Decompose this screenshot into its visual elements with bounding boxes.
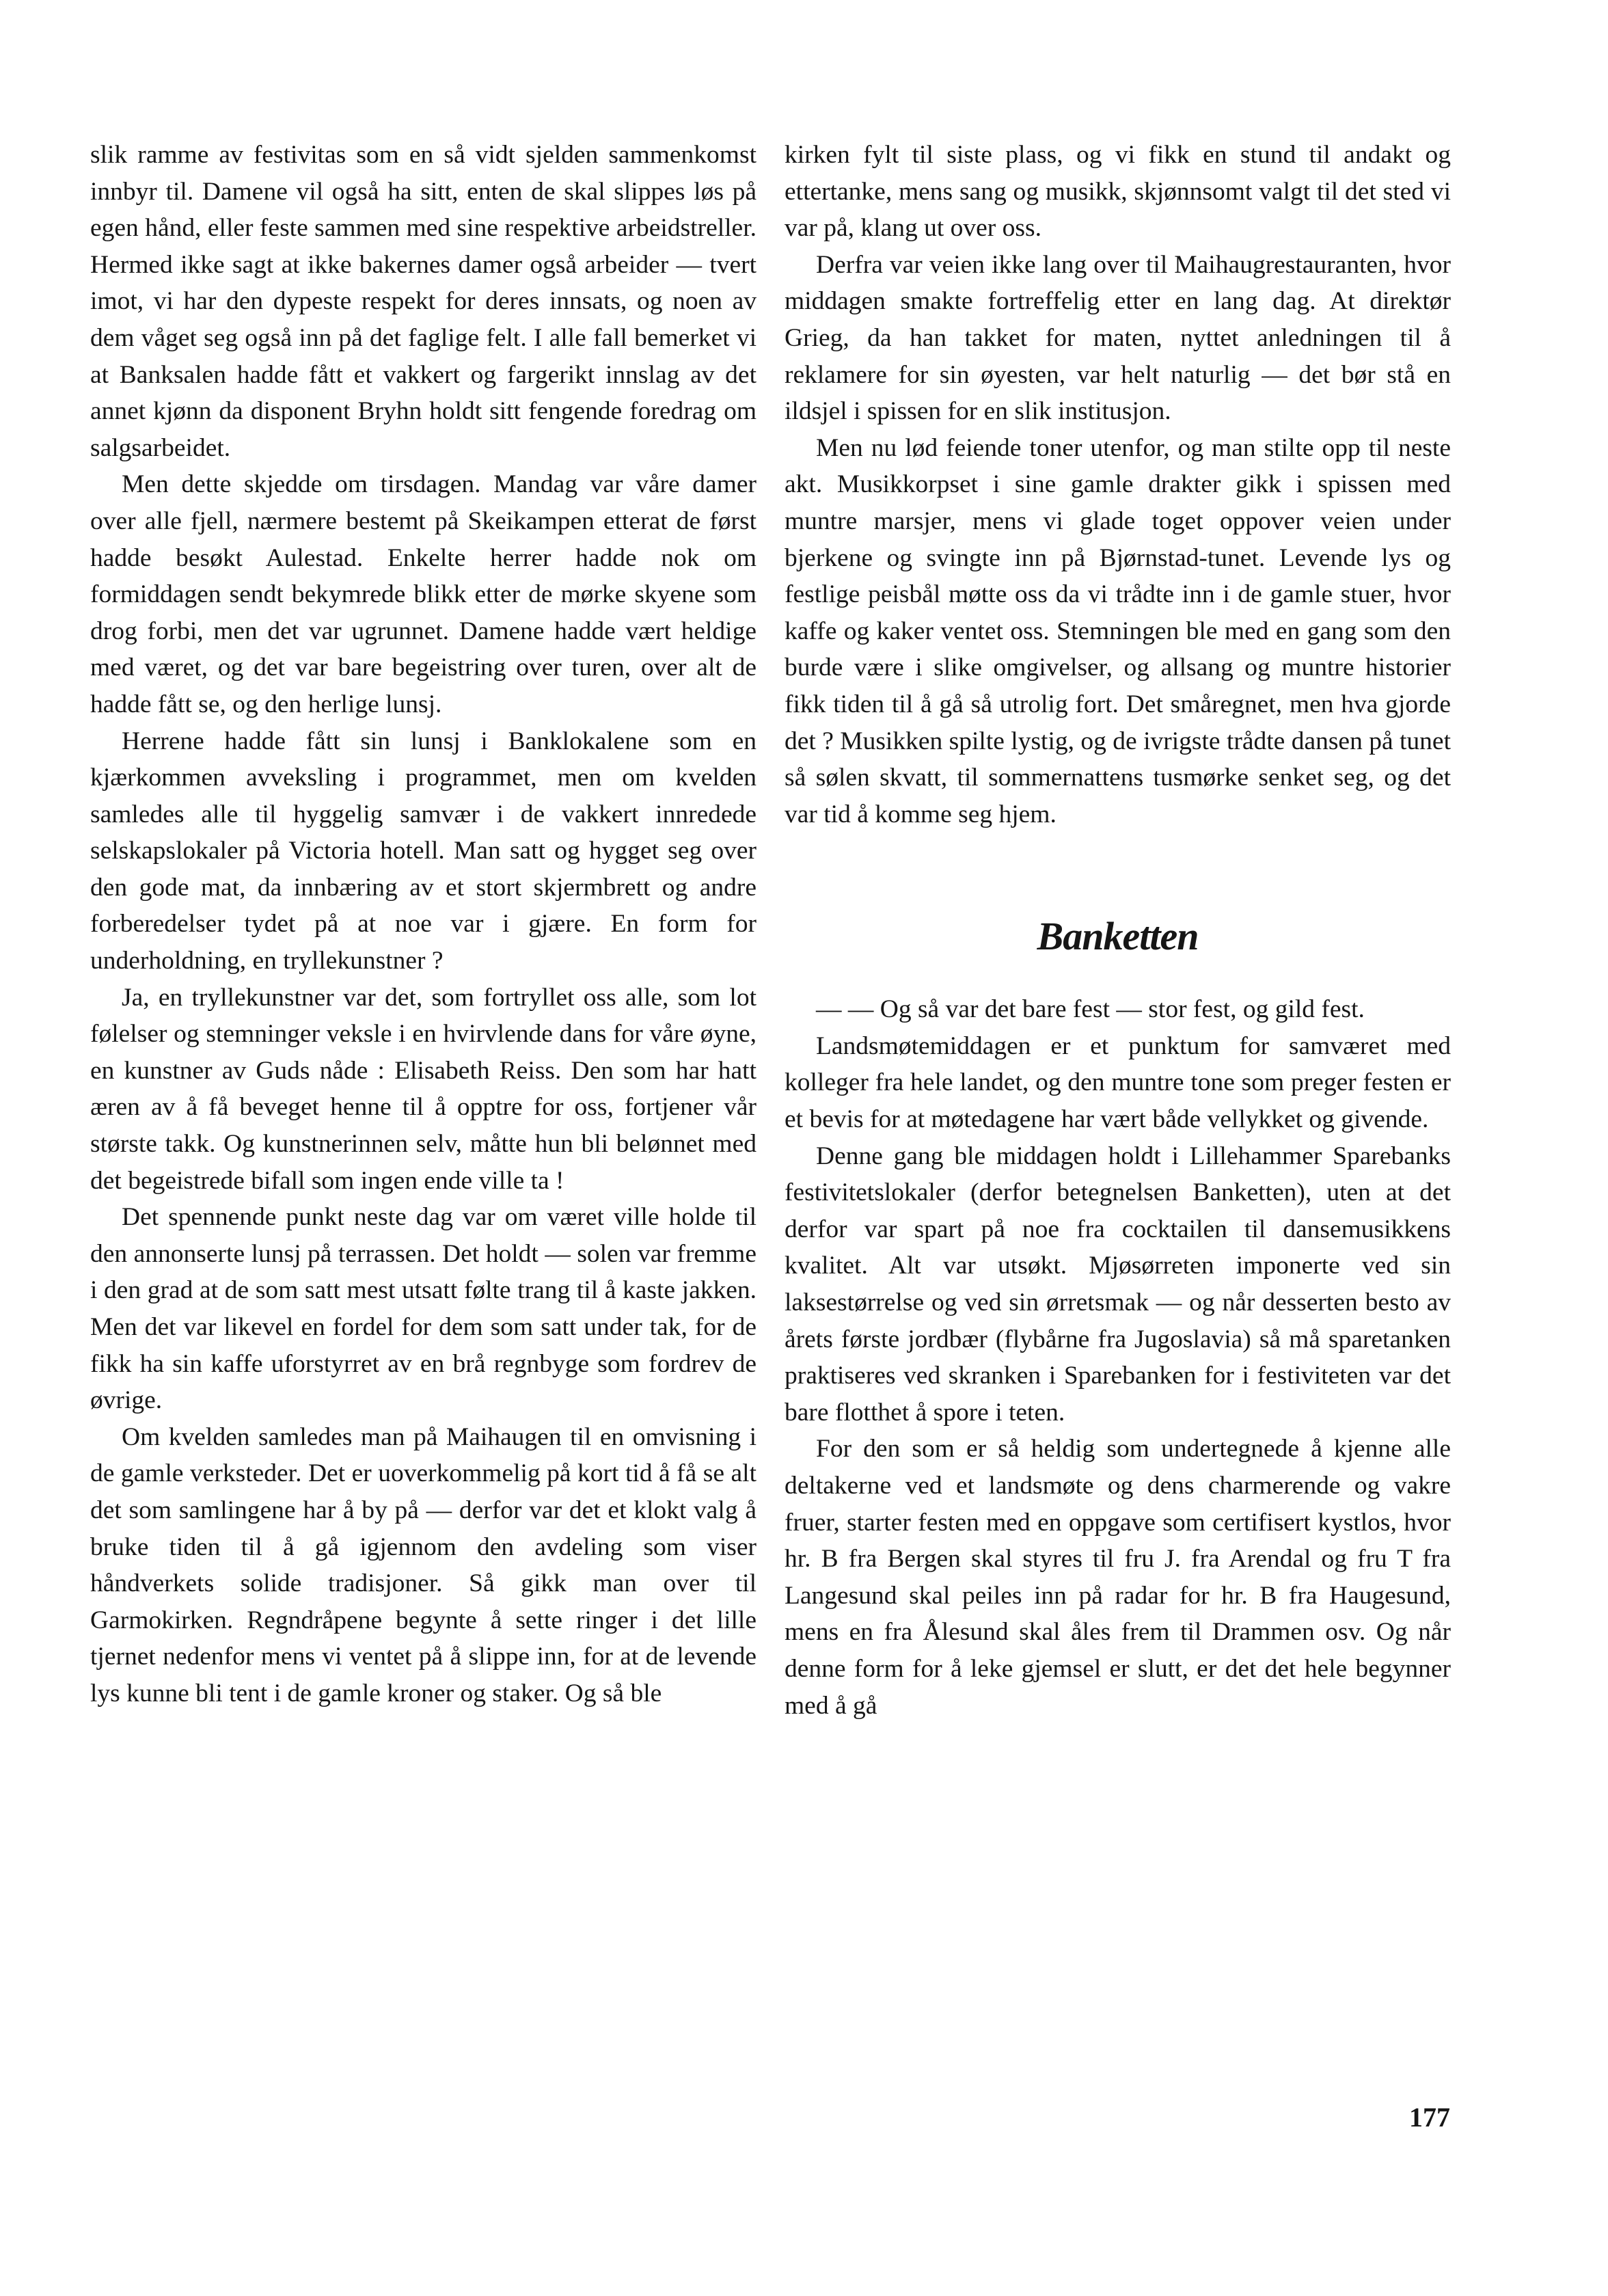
paragraph: slik ramme av festivitas som en så vidt sjelden sammenkomst innbyr til. Damene vil også ha sitt, enten de skal slippes løs på egen hånd, eller feste sammen med sine respektive arbeidstreller. Hermed ikke sagt at ikke bakernes damer også arbeider — tvert imot, vi har den dypeste respekt for deres innsats, og noen av dem våget seg også inn på det faglige felt. I alle fall bemerket vi at Banksalen hadde fått et vakkert og fargerikt innslag av det annet kjønn da disponent Bryhn holdt sitt fengende foredrag om salgsarbeidet.: [90, 141, 757, 462]
left-column: [90, 137, 757, 1712]
paragraph: Om kvelden samledes man på Maihaugen til en omvisning i de gamle verksteder. Det er uoverkommelig på kort tid å få se alt det som samlingene har å by på — derfor var det et klokt valg å bruke tiden til å gå igjennom den avdeling som viser håndverkets solide tradisjoner. Så gikk man over til Garmokirken. Regndråpene begynte å sette ringer i det lille tjernet nedenfor mens vi ventet på å slippe inn, for at de levende lys kunne bli tent i de gamle kroner og staker. Og så ble: [90, 1422, 757, 1707]
right-column: [785, 137, 1451, 1724]
paragraph: Landsmøtemiddagen er et punktum for samværet med kolleger fra hele landet, og den muntre tone som preger festen er et bevis for at møtedagene har vært både vellykket og givende.: [785, 1031, 1451, 1134]
paragraph: kirken fylt til siste plass, og vi fikk en stund til andakt og ettertanke, mens sang og musikk, skjønnsomt valgt til det sted vi var på, klang ut over oss.: [785, 141, 1451, 243]
paragraph: Herrene hadde fått sin lunsj i Banklokalene som en kjærkommen avveksling i programmet, men om kvelden samledes alle til hyggelig samvær i de vakkert innredede selskapslokaler på Victoria hotell. Man satt og hygget seg over den gode mat, da innbæring av et stort skjermbrett og andre forberedelser tydet på at noe var i gjære. En form for underholdning, en tryllekunstner ?: [90, 727, 757, 975]
page-number: 177: [1409, 2102, 1450, 2133]
paragraph: Ja, en tryllekunstner var det, som fortryllet oss alle, som lot følelser og stemninger veksle i en hvirvlende dans for våre øyne, en kunstner av Guds nåde : Elisabeth Reiss. Den som har hatt æren av å få beveget henne til å opptre for oss, fortjener vår største takk. Og kunstnerinnen selv, måtte hun bli belønnet med det begeistrede bifall som ingen ende ville ta !: [90, 983, 757, 1195]
section-heading: Banketten: [1037, 914, 1199, 959]
paragraph: Men dette skjedde om tirsdagen. Mandag var våre damer over alle fjell, nærmere bestemt på Skeikampen etterat de først hadde besøkt Aulestad. Enkelte herrer hadde nok om formiddagen sendt bekymrede blikk etter de mørke skyene som drog forbi, men det var ugrunnet. Damene hadde vært heldige med været, og det var bare begeistring over turen, over alt de hadde fått se, og den herlige lunsj.: [90, 470, 757, 718]
paragraph: Derfra var veien ikke lang over til Maihaugrestauranten, hvor middagen smakte fortreffelig etter en lang dag. At direktør Grieg, da han takket for maten, nyttet anledningen til å reklamere for sin øyesten, var helt naturlig — det bør stå en ildsjel i spissen for en slik institusjon.: [785, 250, 1451, 426]
paragraph: Det spennende punkt neste dag var om været ville holde til den annonserte lunsj på terrassen. Det holdt — solen var fremme i den grad at de som satt mest utsatt følte trang til å kaste jakken. Men det var likevel en fordel for dem som satt under tak, for de fikk ha sin kaffe uforstyrret av en brå regnbyge som fordrev de øvrige.: [90, 1203, 757, 1415]
paragraph: Denne gang ble middagen holdt i Lillehammer Sparebanks festivitetslokaler (derfor betegnelsen Banketten), uten at det derfor var spart på noe fra cocktailen til dansemusikkens kvalitet. Alt var utsøkt. Mjøsørreten imponerte ved sin laksestørrelse og ved sin ørretsmak — og når desserten besto av årets første jordbær (flybårne fra Jugoslavia) så må sparetanken praktiseres ved skranken i Sparebanken for i festiviteten var det bare flotthet å spore i teten.: [785, 1142, 1451, 1427]
paragraph: — — Og så var det bare fest — stor fest, og gild fest.: [816, 995, 1365, 1024]
paragraph: Men nu lød feiende toner utenfor, og man stilte opp til neste akt. Musikkorpset i sine gamle drakter gikk i spissen med muntre marsjer, mens vi glade toget oppover veien under bjerkene og svingte inn på Bjørnstad-tunet. Levende lys og festlige peisbål møtte oss da vi trådte inn i de gamle stuer, hvor kaffe og kaker ventet oss. Stemningen ble med en gang som den burde være i slike omgivelser, og allsang og muntre historier fikk tiden til å gå så utrolig fort. Det småregnet, men hva gjorde det ? Musikken spilte lystig, og de ivrigste trådte dansen på tunet så sølen skvatt, til sommernattens tusmørke senket seg, og det var tid å komme seg hjem.: [785, 433, 1451, 828]
paragraph: For den som er så heldig som undertegnede å kjenne alle deltakerne ved et landsmøte og dens charmerende og vakre fruer, starter festen med en oppgave som certifisert kystlos, hvor hr. B fra Bergen skal styres til fru J. fra Arendal og fru T fra Langesund skal peiles inn på radar for hr. B fra Haugesund, mens en fra Ålesund skal åles frem til Drammen osv. Og når denne form for å leke gjemsel er slutt, er det det hele begynner med å gå: [785, 1435, 1451, 1720]
